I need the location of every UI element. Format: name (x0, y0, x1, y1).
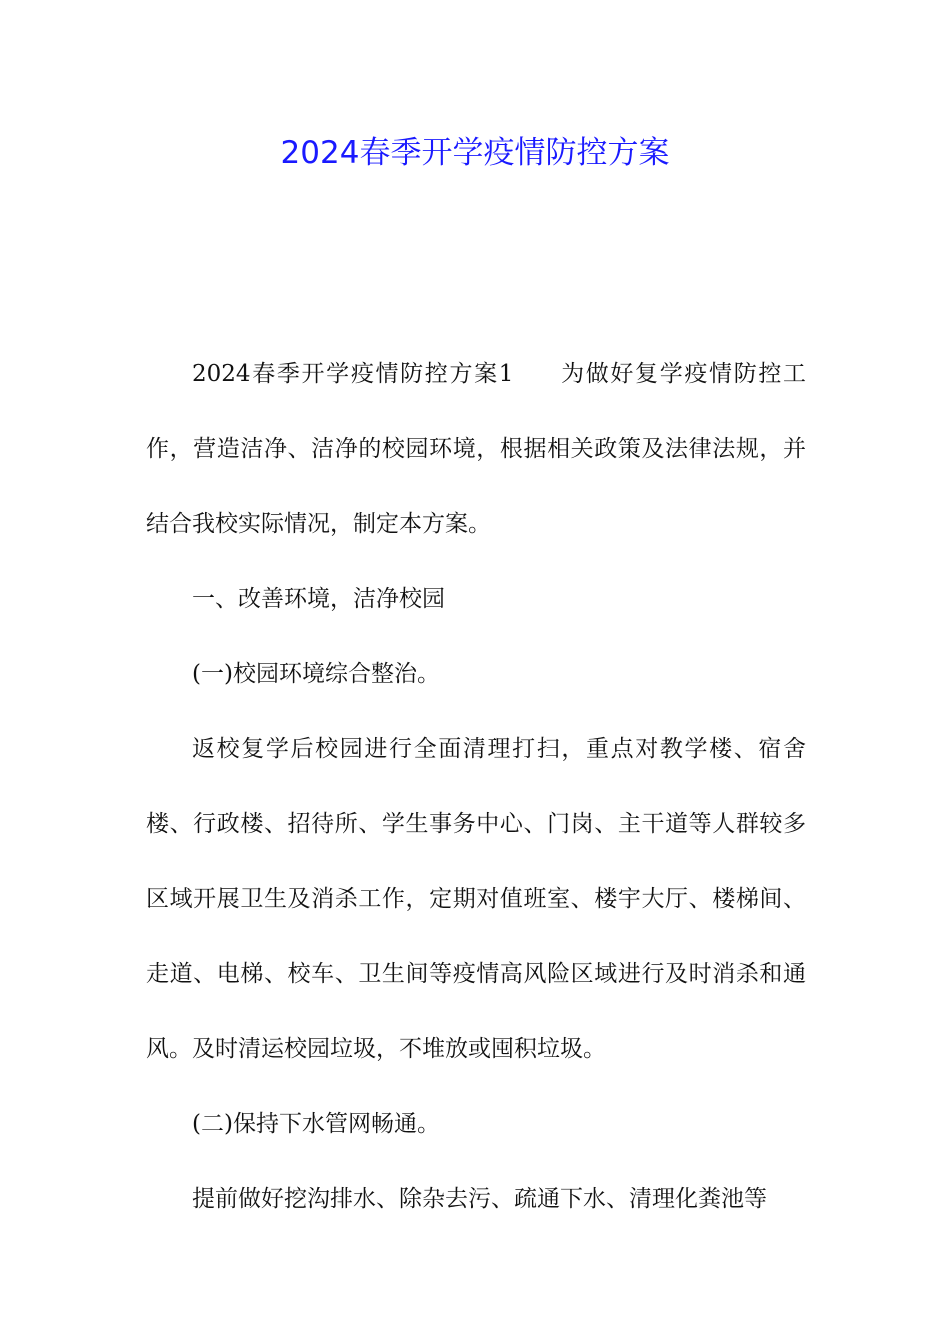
intro-body: 为做好复学疫情防控工作，营造洁净、洁净的校园环境，根据相关政策及法律法规，并结合我校实际情况，制定本方案。 (146, 361, 807, 537)
document-body (146, 337, 806, 1237)
document-title: 2024春季开学疫情防控方案 (280, 135, 670, 171)
intro-heading: 2024春季开学疫情防控方案1 (192, 361, 514, 387)
section-heading-1: 一、改善环境，洁净校园 (192, 586, 445, 612)
subsection-heading-2: (二)保持下水管网畅通。 (192, 1111, 440, 1137)
body-paragraph-1: 返校复学后校园进行全面清理打扫，重点对教学楼、宿舍楼、行政楼、招待所、学生事务中心、门岗、主干道等人群较多区域开展卫生及消杀工作，定期对值班室、楼宇大厅、楼梯间、走道、电梯、校车、卫生间等疫情高风险区域进行及时消杀和通风。及时清运校园垃圾，不堆放或囤积垃圾。 (146, 736, 806, 1062)
body-paragraph-2: 提前做好挖沟排水、除杂去污、疏通下水、清理化粪池等 (192, 1186, 767, 1212)
subsection-heading-1: (一)校园环境综合整治。 (192, 661, 440, 687)
intro-paragraph (146, 337, 806, 562)
